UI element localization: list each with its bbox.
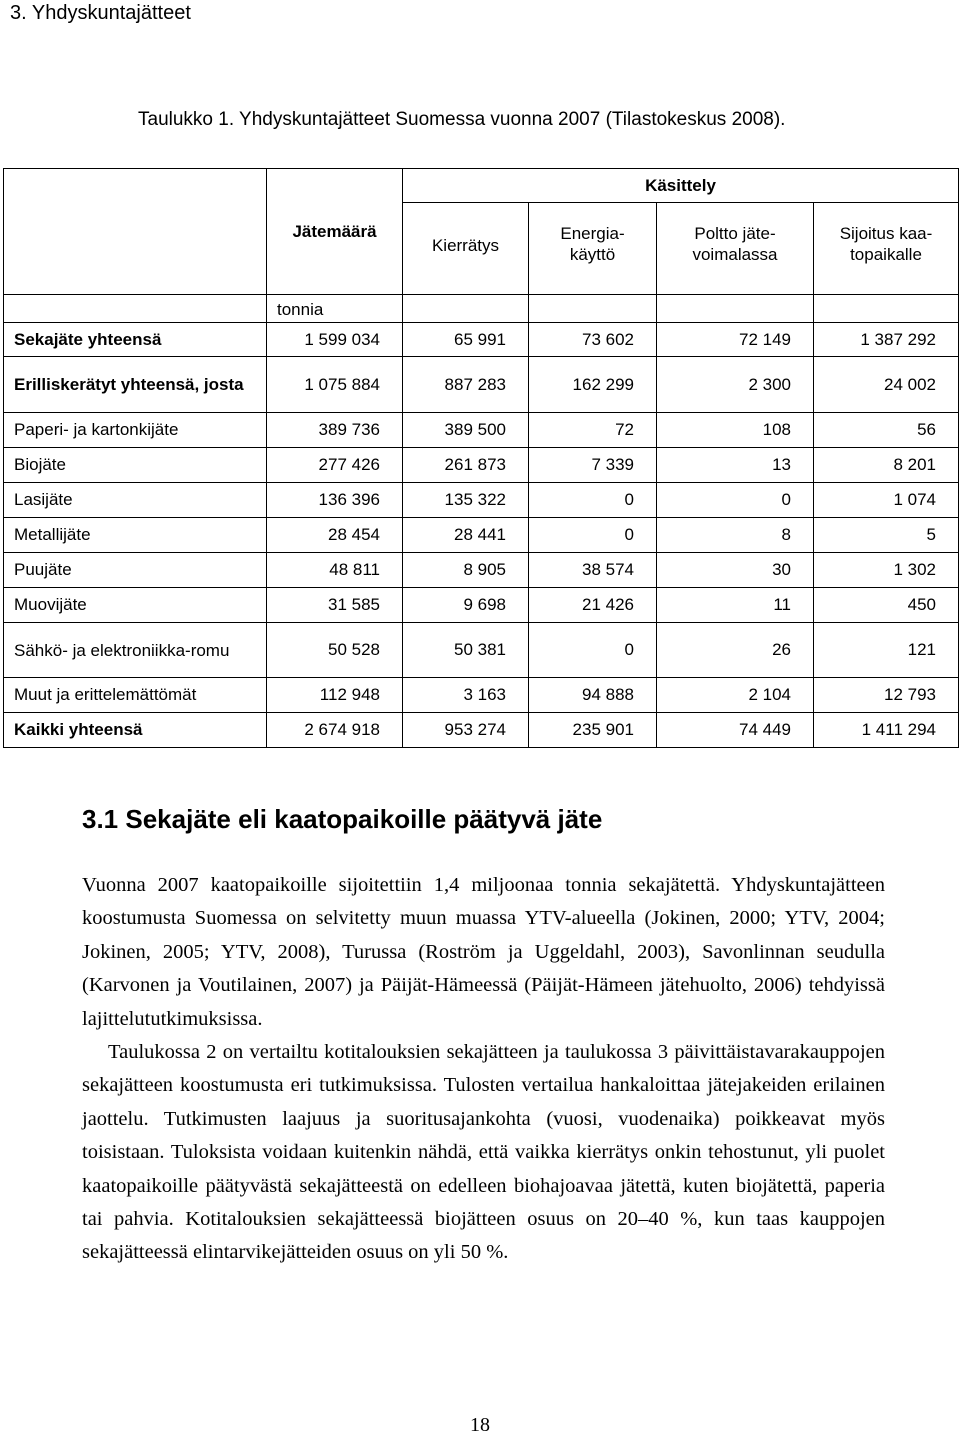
- paragraph: Taulukossa 2 on vertailtu kotitalouksien sekajätteen ja taulukossa 3 päivittäistavarakauppojen sekajätteen koostumusta eri tutkimuksissa. Tulosten vertailua hankaloittaa jätejakeiden erilainen jaottelu. Tutkimusten laajuus ja suoritusajankohta (vuosi, vuodenaika) poikkeavat myös toisistaan. Tuloksista voidaan kuitenkin nähdä, että vaikka kierrätys onkin tehostunut, yli puolet kaatopaikoille päätyvästä sekajätteestä on edelleen biohajoavaa jätettä, kuten biojätettä, paperia tai pahvia. Kotitalouksien sekajätteessä biojätteen osuus on 20–40 %, kun taas kauppojen sekajätteessä elintarvikejätteiden osuus on yli 50 %.: [82, 1041, 885, 1264]
- col-header-energy: Energia- käyttö: [529, 203, 657, 295]
- table-row: [4, 518, 959, 553]
- row-value: 28 454: [267, 518, 403, 553]
- unit-label: tonnia: [267, 295, 403, 323]
- row-value: 261 873: [403, 448, 529, 483]
- row-value: 3 163: [403, 678, 529, 713]
- table-row: [4, 678, 959, 713]
- row-label: Sähkö- ja elektroniikka-romu: [4, 623, 267, 678]
- unit-row-empty-cell: [403, 295, 529, 323]
- row-value: 5: [814, 518, 959, 553]
- table-row: [4, 448, 959, 483]
- row-value: 31 585: [267, 588, 403, 623]
- row-value: 389 736: [267, 413, 403, 448]
- row-value: 162 299: [529, 357, 657, 413]
- row-value: 38 574: [529, 553, 657, 588]
- table-row: [4, 588, 959, 623]
- row-value: 0: [657, 483, 814, 518]
- table-row: [4, 553, 959, 588]
- row-label: Puujäte: [4, 553, 267, 588]
- row-value: 30: [657, 553, 814, 588]
- row-value: 56: [814, 413, 959, 448]
- row-value: 2 104: [657, 678, 814, 713]
- row-value: 65 991: [403, 323, 529, 357]
- table-row: [4, 323, 959, 357]
- row-value: 0: [529, 518, 657, 553]
- row-value: 12 793: [814, 678, 959, 713]
- table-row: [4, 483, 959, 518]
- row-value: 2 674 918: [267, 713, 403, 748]
- col-header-landfill: Sijoitus kaa- topaikalle: [814, 203, 959, 295]
- body-text: [82, 869, 885, 1270]
- table-row: [4, 623, 959, 678]
- row-value: 136 396: [267, 483, 403, 518]
- row-value: 1 074: [814, 483, 959, 518]
- row-value: 108: [657, 413, 814, 448]
- row-value: 8 905: [403, 553, 529, 588]
- row-label: Metallijäte: [4, 518, 267, 553]
- row-label: Muut ja erittelemättömät: [4, 678, 267, 713]
- col-group-header-treatment: Käsittely: [403, 169, 959, 203]
- row-label: Muovijäte: [4, 588, 267, 623]
- col-header-recycling: Kierrätys: [403, 203, 529, 295]
- row-value: 24 002: [814, 357, 959, 413]
- row-value: 48 811: [267, 553, 403, 588]
- row-value: 8: [657, 518, 814, 553]
- table-row: [4, 413, 959, 448]
- row-value: 1 387 292: [814, 323, 959, 357]
- col-header-amount: Jätemäärä: [267, 169, 403, 295]
- row-value: 7 339: [529, 448, 657, 483]
- row-value: 121: [814, 623, 959, 678]
- row-value: 9 698: [403, 588, 529, 623]
- page-number: 18: [470, 1414, 490, 1436]
- unit-row-empty-cell: [814, 295, 959, 323]
- row-value: 13: [657, 448, 814, 483]
- row-label: Erilliskerätyt yhteensä, josta: [4, 357, 267, 413]
- row-label: Biojäte: [4, 448, 267, 483]
- row-label: Paperi- ja kartonkijäte: [4, 413, 267, 448]
- unit-row-label-cell: [4, 295, 267, 323]
- unit-row-empty-cell: [657, 295, 814, 323]
- row-value: 450: [814, 588, 959, 623]
- waste-table: [3, 168, 959, 748]
- row-value: 0: [529, 483, 657, 518]
- row-value: 953 274: [403, 713, 529, 748]
- row-value: 1 411 294: [814, 713, 959, 748]
- row-value: 1 075 884: [267, 357, 403, 413]
- row-value: 21 426: [529, 588, 657, 623]
- row-value: 112 948: [267, 678, 403, 713]
- row-value: 0: [529, 623, 657, 678]
- row-value: 26: [657, 623, 814, 678]
- row-value: 1 599 034: [267, 323, 403, 357]
- table-row: [4, 357, 959, 413]
- section-title: 3.1 Sekajäte eli kaatopaikoille päätyvä jäte: [82, 804, 603, 834]
- table-caption: Taulukko 1. Yhdyskuntajätteet Suomessa vuonna 2007 (Tilastokeskus 2008).: [138, 109, 786, 130]
- table-row: [4, 713, 959, 748]
- row-value: 389 500: [403, 413, 529, 448]
- col-header-incineration: Poltto jäte- voimalassa: [657, 203, 814, 295]
- chapter-heading: 3. Yhdyskuntajätteet: [10, 2, 191, 24]
- paragraph: Vuonna 2007 kaatopaikoille sijoitettiin 1,4 miljoonaa tonnia sekajätettä. Yhdyskuntajätteen koostumusta Suomessa on selvitetty muun muassa YTV-alueella (Jokinen, 2000; YTV, 2004; Jokinen, 2005; YTV, 2008), Turussa (Roström ja Uggeldahl, 2003), Savonlinnan seudulla (Karvonen ja Voutilainen, 2007) ja Päijät-Hämeessä (Päijät-Hämeen jätehuolto, 2006) tehdyissä lajittelututkimuksissa.: [82, 874, 885, 1030]
- table-corner-cell: [4, 169, 267, 295]
- row-value: 94 888: [529, 678, 657, 713]
- row-value: 2 300: [657, 357, 814, 413]
- row-value: 50 528: [267, 623, 403, 678]
- row-label: Sekajäte yhteensä: [4, 323, 267, 357]
- row-value: 887 283: [403, 357, 529, 413]
- row-value: 135 322: [403, 483, 529, 518]
- row-value: 11: [657, 588, 814, 623]
- row-value: 73 602: [529, 323, 657, 357]
- row-value: 72: [529, 413, 657, 448]
- row-value: 235 901: [529, 713, 657, 748]
- row-value: 1 302: [814, 553, 959, 588]
- row-label: Lasijäte: [4, 483, 267, 518]
- row-label: Kaikki yhteensä: [4, 713, 267, 748]
- row-value: 277 426: [267, 448, 403, 483]
- unit-row-empty-cell: [529, 295, 657, 323]
- row-value: 74 449: [657, 713, 814, 748]
- row-value: 28 441: [403, 518, 529, 553]
- row-value: 50 381: [403, 623, 529, 678]
- row-value: 72 149: [657, 323, 814, 357]
- row-value: 8 201: [814, 448, 959, 483]
